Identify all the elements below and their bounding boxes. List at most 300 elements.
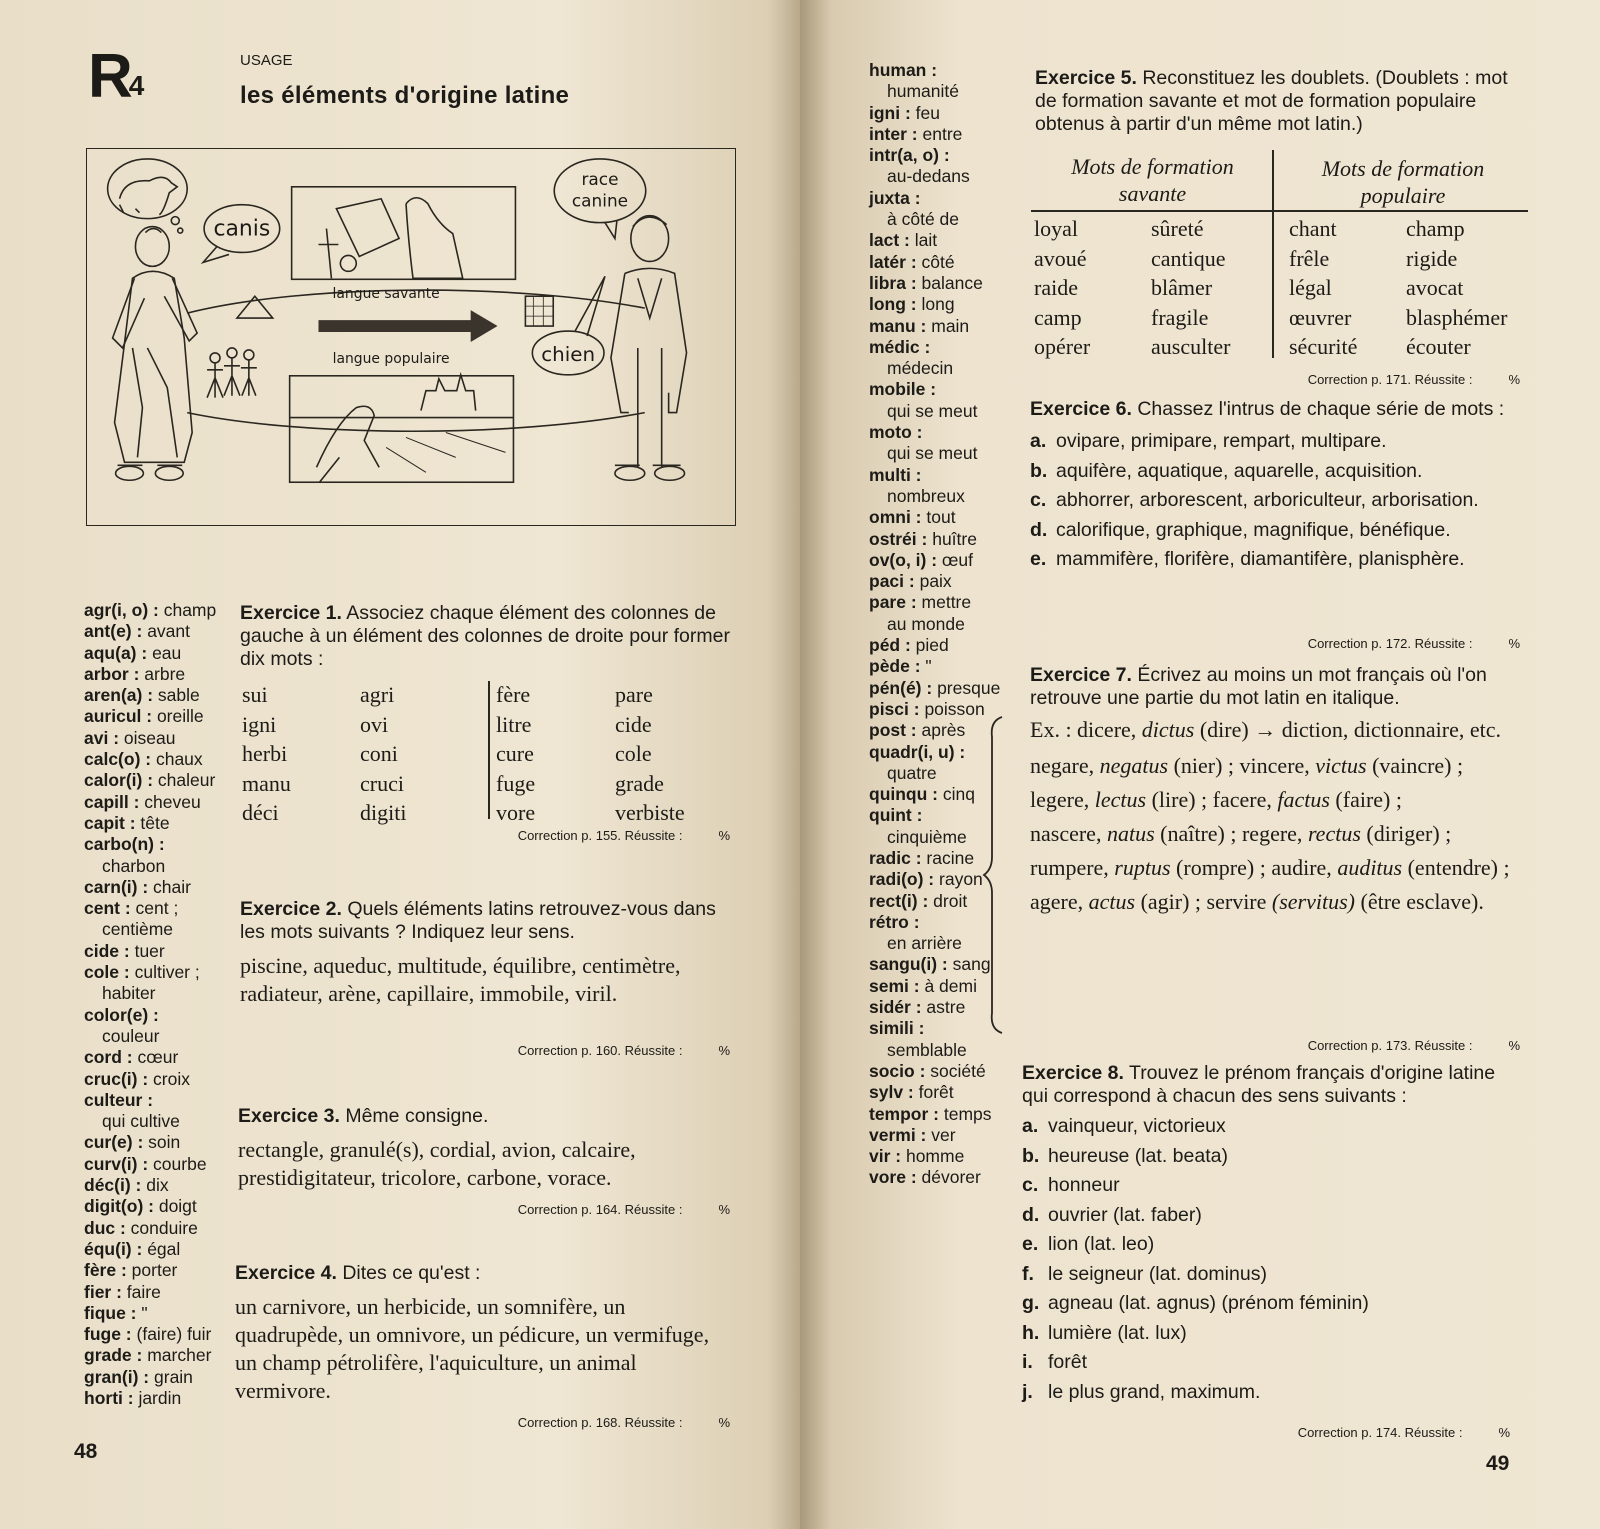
vocab-entry [84, 898, 234, 919]
vocab-entry [869, 294, 1019, 315]
vocab-definition: eau [147, 642, 182, 663]
grid-word: grade [615, 770, 664, 796]
exercise-5 [1035, 67, 1525, 136]
vocab-definition: côté [916, 251, 955, 272]
vocab-entry [869, 465, 1019, 486]
item-text: vainqueur, victorieux [1048, 1115, 1226, 1137]
vocab-entry [869, 188, 1019, 209]
exercise-instruction: Chassez l'intrus de chaque série de mots : [1137, 398, 1505, 420]
vocab-definition: égal [142, 1238, 181, 1259]
vocab-definition: tête [135, 812, 170, 833]
vocab-entry [84, 1345, 234, 1366]
vocab-definition: doigt [153, 1196, 197, 1217]
grid-word: fragile [1151, 304, 1209, 330]
vocab-term: aren(a) : [84, 685, 154, 706]
vocab-definition: grain [149, 1366, 193, 1387]
list-item [1022, 1142, 1517, 1172]
vocab-term: post : [869, 720, 917, 741]
vocab-definition: sang [947, 954, 991, 975]
grid-word: ovi [360, 711, 389, 737]
vocab-definition: main [926, 315, 970, 336]
item-letter: c. [1030, 489, 1047, 511]
table-head-left: Mots de formation savante [1071, 154, 1234, 206]
vocab-entry [84, 664, 234, 685]
vocab-definition: rayon [934, 869, 983, 890]
vocab-definition: après [916, 720, 966, 741]
vocab-term: omni : [869, 507, 922, 528]
exercise-label: Exercice 4. [235, 1262, 337, 1284]
vocab-definition: centième [102, 919, 174, 940]
item-letter: f. [1022, 1262, 1034, 1285]
vocab-definition: chaux [151, 749, 203, 770]
vocab-definition: long [916, 294, 955, 315]
vocab-definition: marcher [142, 1345, 212, 1366]
list-item [1022, 1260, 1517, 1290]
exercise-2 [240, 898, 735, 1008]
grid-word: fère [496, 682, 531, 707]
list-item [1022, 1230, 1517, 1260]
vocab-entry [869, 571, 1019, 592]
exercise-label: Exercice 3. [238, 1105, 340, 1127]
list-item [1022, 1112, 1517, 1142]
vocab-term: équ(i) : [84, 1238, 143, 1259]
vocab-entry [84, 1154, 234, 1175]
grid-word: déci [242, 800, 279, 825]
vocab-definition: chaleur [153, 770, 216, 791]
exercise-instruction: Trouvez le prénom français d'origine latine qui correspond à chacun des sens suivants : [1022, 1062, 1496, 1107]
vocab-definition: au monde [887, 613, 965, 634]
ex7-correction: Correction p. 173. Réussite : % [1307, 1038, 1520, 1053]
item-text: agneau (lat. agnus) (prénom féminin) [1048, 1292, 1369, 1314]
grid-word: frêle [1289, 245, 1330, 271]
vocab-term: cord : [84, 1047, 133, 1068]
vocab-term: rect(i) : [869, 890, 929, 911]
vocab-term: sylv : [869, 1082, 914, 1103]
ex2-correction: Correction p. 160. Réussite : % [517, 1043, 730, 1058]
vocab-term: radic : [869, 847, 922, 868]
grid-word: avocat [1406, 275, 1464, 300]
vocab-term: digit(o) : [84, 1196, 154, 1217]
vocab-term: quinqu : [869, 784, 939, 805]
grid-word: ausculter [1151, 334, 1231, 359]
vocab-term: radi(o) : [869, 869, 935, 890]
vocab-term: simili : [869, 1018, 925, 1039]
vocab-definition: temps [939, 1103, 992, 1124]
vocab-entry [869, 486, 1019, 507]
vocab-entry [84, 1303, 234, 1324]
grid-word: œuvrer [1289, 304, 1352, 330]
exercise-7-example: Ex. : dicere, dictus (dire) → diction, dictionnaire, etc. [1030, 717, 1502, 742]
exercise-instruction: Associez chaque élément des colonnes de gauche à un élément des colonnes de droite pour former dix mots : [240, 602, 730, 670]
vocab-entry [84, 1324, 234, 1345]
vocab-entry [84, 813, 234, 834]
item-letter: d. [1030, 518, 1048, 541]
vocab-term: vir : [869, 1146, 902, 1167]
item-text: aquifère, aquatique, aquarelle, acquisition. [1056, 459, 1423, 482]
vocab-entry [84, 1111, 234, 1132]
item-text: honneur [1048, 1174, 1120, 1196]
vocab-term: multi : [869, 464, 922, 485]
vocab-definition: feu [910, 102, 940, 123]
vocab-term: juxta : [869, 187, 921, 208]
vocab-definition: qui cultive [102, 1111, 180, 1132]
list-item [1030, 457, 1525, 487]
section-code: $R_4$ [88, 42, 145, 111]
vocab-definition: société [925, 1060, 986, 1081]
exercise-5-grid [1031, 214, 1531, 374]
grid-word: blâmer [1151, 275, 1213, 300]
vocab-definition: entre [917, 123, 963, 144]
grid-word: igni [242, 711, 277, 737]
vocab-term: péd : [869, 635, 911, 656]
vocab-entry [869, 379, 1019, 400]
vocab-definition: (faire) fuir [131, 1324, 212, 1345]
bubble-canine: canine [571, 190, 629, 211]
item-letter: b. [1030, 459, 1048, 482]
exercise-1-grid [240, 680, 740, 830]
vocab-entry [869, 1104, 1019, 1125]
vocab-entry [869, 656, 1019, 677]
exercise-instruction: Écrivez au moins un mot français où l'on retrouve une partie du mot latin en italique. [1030, 664, 1487, 709]
vocab-term: carbo(n) : [84, 834, 165, 855]
ex3-correction: Correction p. 164. Réussite : % [517, 1202, 730, 1217]
item-letter: a. [1030, 430, 1047, 452]
vocab-entry [84, 1005, 234, 1026]
item-letter: i. [1022, 1351, 1033, 1373]
vocab-term: ostréi : [869, 528, 928, 549]
grid-word: loyal [1034, 216, 1078, 241]
exercise-6-items [1030, 427, 1525, 575]
vocab-entry [84, 962, 234, 983]
item-letter: a. [1022, 1115, 1039, 1137]
vocab-definition: droit [928, 890, 968, 911]
vocab-definition: tout [921, 507, 956, 528]
soldiers [207, 348, 257, 398]
exercise-words: rectangle, granulé(s), cordial, avion, calcaire, prestidigitateur, tricolore, carbone, vorace. [238, 1137, 636, 1190]
vocab-entry [869, 103, 1019, 124]
vocab-definition: cheveu [139, 791, 201, 812]
grid-word: camp [1034, 304, 1082, 330]
vocab-entry [869, 1146, 1019, 1167]
vocab-definition: presque [932, 677, 1001, 698]
vocab-entry [84, 770, 234, 791]
item-text: ovipare, primipare, rempart, multipare. [1056, 430, 1387, 452]
vocab-entry [869, 401, 1019, 422]
vocab-definition: en arrière [887, 933, 962, 954]
vocab-term: gran(i) : [84, 1366, 150, 1387]
list-item [1030, 545, 1525, 575]
list-item [1030, 516, 1525, 546]
vocab-entry [84, 1069, 234, 1090]
item-text: mammifère, florifère, diamantifère, planisphère. [1056, 548, 1465, 570]
exercise-7-line: agere, actus (agir) ; servire (servitus) (être esclave). [1030, 889, 1484, 914]
vocab-term: semi : [869, 975, 920, 996]
vocab-entry [84, 1132, 234, 1153]
vocab-term: horti : [84, 1387, 134, 1408]
grid-word: vore [496, 800, 536, 825]
list-item [1022, 1201, 1517, 1231]
vocab-term: grade : [84, 1345, 143, 1366]
vocab-definition: huître [927, 528, 977, 549]
vocab-term: fique : [84, 1302, 137, 1323]
vocab-entry [84, 749, 234, 770]
grid-word: litre [496, 711, 532, 737]
vocab-definition: cent ; [130, 898, 179, 919]
page-title: les éléments d'origine latine [240, 82, 570, 109]
vocab-term: fier : [84, 1281, 122, 1302]
exercise-8-items [1022, 1112, 1517, 1407]
vocab-definition: soin [143, 1132, 181, 1153]
vocab-definition: semblable [887, 1039, 967, 1060]
item-text: ouvrier (lat. faber) [1048, 1203, 1202, 1226]
vocab-definition: oreille [152, 706, 204, 727]
list-item [1022, 1378, 1517, 1408]
vocab-definition: dévorer [916, 1167, 981, 1188]
vocab-entry [84, 983, 234, 1004]
vocab-entry [869, 316, 1019, 337]
vocab-term: cole : [84, 962, 130, 983]
vocab-definition: " [136, 1302, 148, 1323]
list-item [1030, 427, 1525, 457]
exercise-instruction: Reconstituez les doublets. (Doublets : mot de formation savante et mot de formation populaire obtenus à partir d'un même mot latin.) [1035, 67, 1508, 135]
table-rule [1031, 210, 1528, 212]
bubble-race: race [581, 168, 619, 189]
vocab-term: curv(i) : [84, 1153, 149, 1174]
vocab-term: cent : [84, 898, 131, 919]
vocab-definition: qui se meut [887, 443, 978, 464]
vocab-term: carn(i) : [84, 876, 149, 897]
vocab-term: capit : [84, 812, 136, 833]
exercise-8 [1022, 1062, 1517, 1407]
vocab-entry [869, 273, 1019, 294]
vocab-entry [84, 919, 234, 940]
vocab-entry [84, 706, 234, 727]
grid-word: verbiste [615, 800, 685, 825]
grid-word: fuge [496, 770, 536, 796]
vocab-definition: arbre [139, 663, 186, 684]
roman-figure [113, 227, 198, 481]
vocab-term: fère : [84, 1260, 127, 1281]
vocab-definition: balance [916, 272, 983, 293]
list-item [1022, 1348, 1517, 1378]
vocab-entry [84, 1218, 234, 1239]
vocab-entry [84, 941, 234, 962]
grid-word: opérer [1034, 334, 1091, 359]
vocab-term: vore : [869, 1167, 917, 1188]
vocab-definition: paix [914, 571, 952, 592]
section-category: USAGE [240, 52, 293, 69]
vocab-term: culteur : [84, 1089, 154, 1110]
vocab-term: color(e) : [84, 1004, 159, 1025]
grid-word: avoué [1034, 245, 1087, 271]
vocab-entry [869, 507, 1019, 528]
grid-word: herbi [242, 741, 288, 766]
vocab-term: pède : [869, 656, 921, 677]
vocab-term: quadr(i, u) : [869, 741, 966, 762]
vocab-term: calc(o) : [84, 749, 152, 770]
vocab-definition: racine [921, 847, 975, 868]
vocab-entry [869, 1167, 1019, 1188]
vocab-term: pisci : [869, 698, 920, 719]
vocab-entry [869, 1125, 1019, 1146]
vocab-term: médic : [869, 336, 931, 357]
ex6-correction: Correction p. 172. Réussite : % [1307, 636, 1520, 651]
vocab-entry [84, 1239, 234, 1260]
vocab-definition: conduire [125, 1217, 198, 1238]
grid-word: digiti [360, 800, 407, 825]
vocab-entry [84, 1260, 234, 1281]
exercise-7-line: rumpere, ruptus (rompre) ; audire, auditus (entendre) ; [1030, 855, 1510, 880]
vocab-entry [869, 337, 1019, 358]
ex5-correction: Correction p. 171. Réussite : % [1307, 372, 1520, 387]
vocab-term: tempor : [869, 1103, 939, 1124]
vocab-term: calor(i) : [84, 770, 154, 791]
page-number-right: 49 [1486, 1452, 1510, 1475]
exercise-7-line: negare, negatus (nier) ; vincere, victus (vaincre) ; [1030, 753, 1464, 778]
vocab-definition: cinq [938, 784, 975, 805]
item-text: lumière (lat. lux) [1048, 1321, 1187, 1344]
item-letter: g. [1022, 1292, 1040, 1314]
vocab-definition: qui se meut [887, 400, 978, 421]
vocab-term: auricul : [84, 706, 153, 727]
vocab-term: latér : [869, 251, 917, 272]
vocab-definition: cinquième [887, 826, 967, 847]
exercise-instruction: Dites ce qu'est : [342, 1262, 481, 1284]
vocab-entry [869, 592, 1019, 613]
vocab-term: déc(i) : [84, 1175, 142, 1196]
vocab-definition: oiseau [119, 727, 176, 748]
grid-word: sûreté [1151, 216, 1204, 241]
ex1-correction: Correction p. 155. Réussite : % [517, 828, 730, 843]
exercise-label: Exercice 2. [240, 898, 342, 920]
vocab-definition: au-dedans [887, 166, 970, 187]
vocab-entry [84, 1196, 234, 1217]
dog-thought-bubble [108, 159, 188, 233]
vocab-entry [84, 1026, 234, 1047]
vocab-definition: mettre [916, 592, 972, 613]
vocab-definition: couleur [102, 1025, 160, 1046]
vocab-entry [869, 1061, 1019, 1082]
vocab-definition: nombreux [887, 485, 965, 506]
vocab-definition: médecin [887, 358, 954, 379]
grid-word: blasphémer [1406, 304, 1508, 330]
vocab-definition: cultiver ; [129, 962, 200, 983]
vocab-definition: chair [148, 876, 191, 897]
vocab-entry [869, 529, 1019, 550]
vocab-term: socio : [869, 1060, 926, 1081]
ex4-correction: Correction p. 168. Réussite : % [517, 1415, 730, 1430]
bracket-mark [980, 715, 1010, 1035]
label-langue-savante: langue savante [332, 286, 440, 303]
exercise-7 [1030, 664, 1525, 916]
modern-man [611, 216, 687, 481]
exercise-6 [1030, 398, 1525, 575]
grid-word: légal [1289, 275, 1332, 300]
vocab-definition: faire [121, 1281, 161, 1302]
exercise-words: un carnivore, un herbicide, un somnifère, un quadrupède, un omnivore, un pédicure, un vermifuge, un champ pétrolifère, l'aquiculture, un animal vermivore. [235, 1294, 710, 1403]
vocab-entry [869, 145, 1019, 166]
item-text: le seigneur (lat. dominus) [1048, 1262, 1267, 1285]
vocab-term: pare : [869, 592, 917, 613]
grid-word: sécurité [1289, 334, 1358, 359]
page-number: 48 [74, 1440, 98, 1463]
vocab-definition: pied [910, 635, 949, 656]
vocab-term: moto : [869, 422, 923, 443]
vocab-entry [869, 550, 1019, 571]
vocab-definition: à côté de [887, 209, 959, 230]
vocab-entry [869, 209, 1019, 230]
vocab-definition: jardin [133, 1387, 182, 1408]
grid-word: écouter [1406, 334, 1471, 359]
exercise-instruction: Même consigne. [345, 1105, 489, 1127]
grid-word: manu [242, 770, 291, 796]
vocab-entry [869, 81, 1019, 102]
vocab-term: human : [869, 60, 938, 80]
item-text: abhorrer, arborescent, arboriculteur, arborisation. [1056, 489, 1479, 511]
vocab-entry [84, 600, 234, 621]
bubble-canis: canis [213, 216, 271, 242]
grid-word: cide [615, 711, 652, 737]
table-head-right: Mots de formation populaire [1321, 156, 1485, 208]
vocab-definition: œuf [937, 549, 974, 570]
vocab-entry [869, 614, 1019, 635]
vocab-definition: champ [158, 600, 217, 620]
ex8-correction: Correction p. 174. Réussite : % [1297, 1425, 1510, 1440]
list-item [1022, 1319, 1517, 1349]
vocab-definition: sable [153, 685, 200, 706]
vocab-term: cur(e) : [84, 1132, 144, 1153]
exercise-label: Exercice 6. [1030, 398, 1132, 420]
grid-word: pare [615, 682, 653, 707]
vocab-term: mobile : [869, 379, 937, 400]
vocab-entry [84, 643, 234, 664]
exercise-instruction: Quels éléments latins retrouvez-vous dans les mots suivants ? Indiquez leur sens. [240, 898, 716, 943]
vocab-term: duc : [84, 1217, 126, 1238]
vocab-term: manu : [869, 315, 927, 336]
exercise-words: piscine, aqueduc, multitude, équilibre, centimètre, radiateur, arène, capillaire, immobile, viril. [240, 953, 681, 1006]
vocab-entry [84, 685, 234, 706]
arrow-icon [318, 310, 497, 342]
vocab-entry [84, 877, 234, 898]
item-text: lion (lat. leo) [1048, 1233, 1155, 1255]
item-letter: e. [1022, 1233, 1039, 1255]
item-letter: h. [1022, 1321, 1040, 1344]
vocab-definition: humanité [887, 81, 959, 102]
vocab-entry [869, 252, 1019, 273]
item-letter: j. [1022, 1380, 1033, 1403]
vocab-term: quint : [869, 805, 923, 826]
vocab-definition: porter [126, 1260, 178, 1281]
vocab-definition: croix [148, 1068, 190, 1089]
vocab-term: agr(i, o) : [84, 600, 159, 620]
vocab-definition: astre [921, 997, 966, 1018]
vocab-term: cruc(i) : [84, 1068, 149, 1089]
vocab-definition: tuer [129, 940, 165, 961]
vocab-term: capill : [84, 791, 140, 812]
label-langue-populaire: langue populaire [332, 350, 450, 367]
vocab-term: igni : [869, 102, 911, 123]
grid-word: cantique [1151, 245, 1226, 271]
list-item [1030, 486, 1525, 516]
vocab-definition: homme [901, 1146, 965, 1167]
vocab-term: paci : [869, 571, 915, 592]
grid-word: cruci [360, 770, 404, 796]
vocab-entry [84, 621, 234, 642]
vocab-definition: dix [141, 1175, 169, 1196]
exercise-label: Exercice 7. [1030, 664, 1132, 686]
vocab-term: ov(o, i) : [869, 549, 938, 570]
grid-word: cole [615, 741, 652, 766]
